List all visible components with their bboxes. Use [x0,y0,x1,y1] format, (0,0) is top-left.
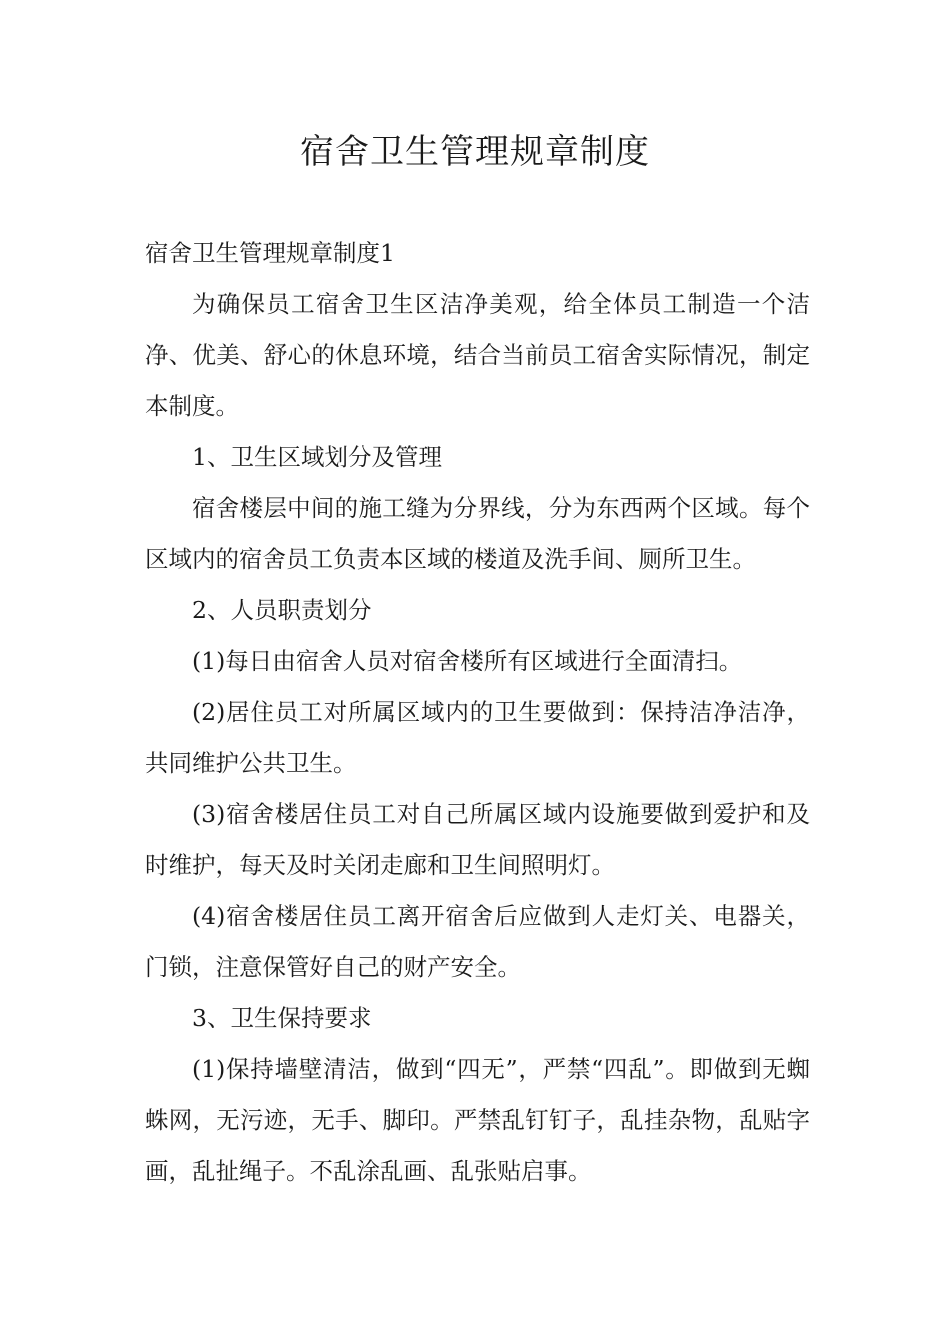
paragraph-requirement-1: (1)保持墙壁清洁，做到“四无”，严禁“四乱”。即做到无蜘蛛网，无污迹，无手、脚印。严禁乱钉钉子，乱挂杂物，乱贴字画，乱扯绳子。不乱涂乱画、乱张贴启事。 [145,1055,810,1185]
document-title: 宿舍卫生管理规章制度 [300,132,650,172]
section-heading-3: 3、卫生保持要求 [192,1004,372,1032]
paragraph-duty-4: (4)宿舍楼居住员工离开宿舍后应做到人走灯关、电器关，门锁，注意保管好自己的财产安全。 [145,902,810,981]
section-heading-1: 1、卫生区域划分及管理 [192,443,442,471]
paragraph-intro: 为确保员工宿舍卫生区洁净美观，给全体员工制造一个洁净、优美、舒心的休息环境，结合当前员工宿舍实际情况，制定本制度。 [145,290,810,420]
document-body [145,228,810,1197]
section-heading-2: 2、人员职责划分 [192,596,372,624]
section-subtitle: 宿舍卫生管理规章制度1 [145,239,395,267]
paragraph-area-division: 宿舍楼层中间的施工缝为分界线，分为东西两个区域。每个区域内的宿舍员工负责本区域的楼道及洗手间、厕所卫生。 [145,494,810,573]
paragraph-duty-3: (3)宿舍楼居住员工对自己所属区域内设施要做到爱护和及时维护，每天及时关闭走廊和卫生间照明灯。 [145,800,810,879]
paragraph-duty-1: (1)每日由宿舍人员对宿舍楼所有区域进行全面清扫。 [192,647,743,675]
paragraph-duty-2: (2)居住员工对所属区域内的卫生要做到：保持洁净洁净，共同维护公共卫生。 [145,698,810,777]
